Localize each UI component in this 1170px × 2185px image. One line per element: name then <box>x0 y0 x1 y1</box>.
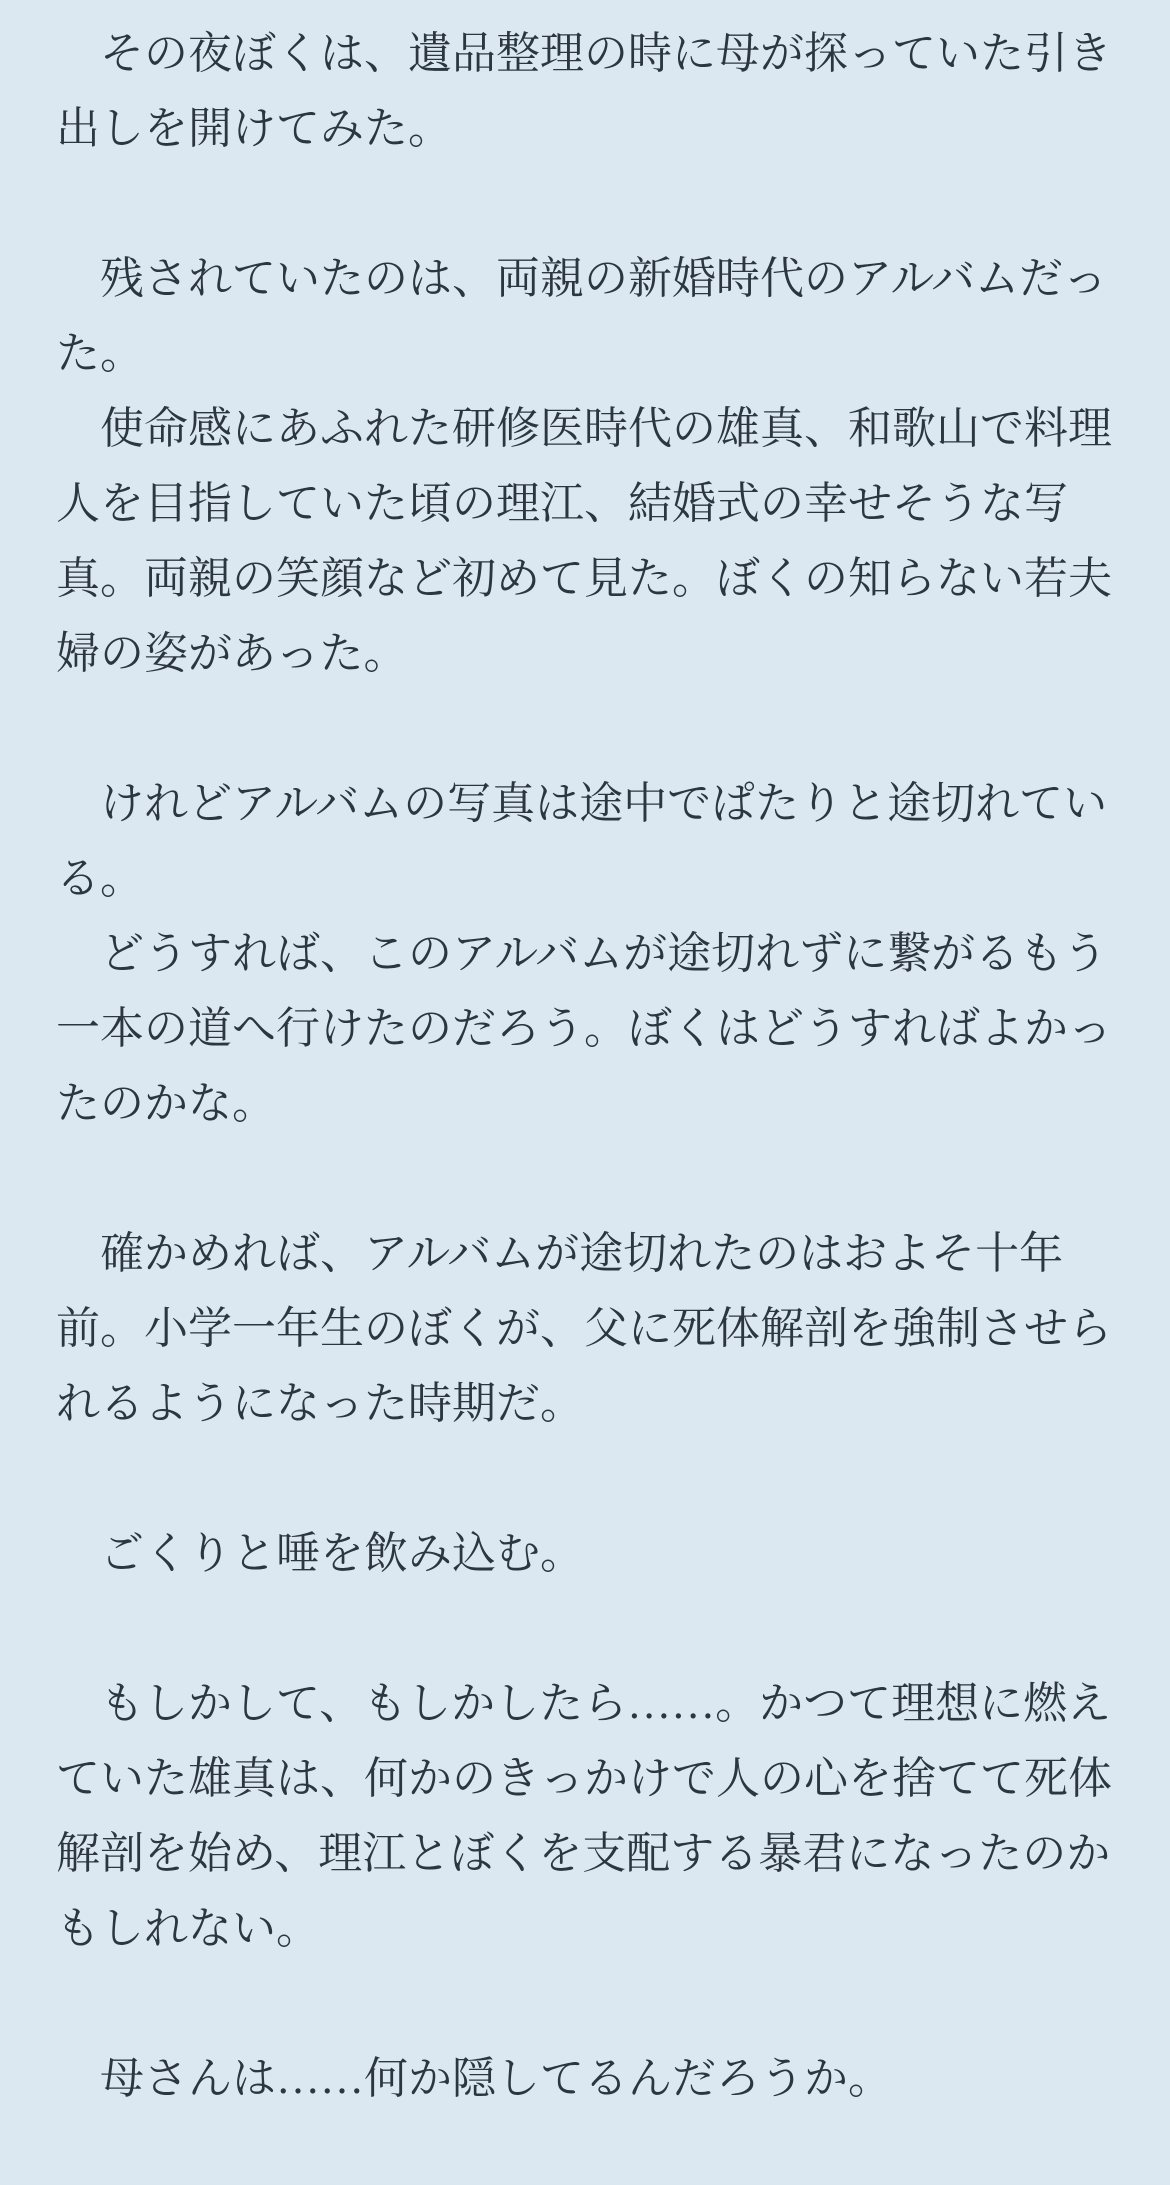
blank-line <box>56 1591 1114 1666</box>
text-line: 真。両親の笑顔など初めて見た。ぼくの知らない若夫 <box>56 554 1112 603</box>
text-line: 母さんは……何か隠してるんだろうか。 <box>100 2054 892 2103</box>
text-line: 確かめれば、アルバムが途切れたのはおよそ十年 <box>100 1229 1064 1278</box>
text-line: 使命感にあふれた研修医時代の雄真、和歌山で料理 <box>100 404 1112 453</box>
text-line: 一本の道へ行けたのだろう。ぼくはどうすればよかっ <box>56 1004 1112 1053</box>
blank-line <box>56 691 1114 766</box>
text-line: 前。小学一年生のぼくが、父に死体解剖を強制させら <box>56 1304 1112 1353</box>
text-line: ごくりと唾を飲み込む。 <box>100 1529 584 1578</box>
text-line: た。 <box>56 329 144 378</box>
blank-line <box>56 1441 1114 1516</box>
text-line: 解剖を始め、理江とぼくを支配する暴君になったのか <box>56 1829 1111 1878</box>
text-line: その夜ぼくは、遺品整理の時に母が探っていた引き <box>100 29 1112 78</box>
text-line: ていた雄真は、何かのきっかけで人の心を捨てて死体 <box>56 1754 1112 1803</box>
blank-line <box>56 1966 1114 2041</box>
blank-line <box>56 1141 1114 1216</box>
text-line: どうすれば、このアルバムが途切れずに繋がるもう <box>100 929 1108 978</box>
blank-line <box>56 166 1114 241</box>
text-line: たのかな。 <box>56 1079 276 1128</box>
text-line: 残されていたのは、両親の新婚時代のアルバムだっ <box>100 254 1108 303</box>
text-line: 出しを開けてみた。 <box>56 104 452 153</box>
text-line: れるようになった時期だ。 <box>56 1379 584 1428</box>
text-line: もしかして、もしかしたら……。かつて理想に燃え <box>100 1679 1112 1728</box>
text-line: けれどアルバムの写真は途中でぱたりと途切れてい <box>100 779 1108 828</box>
text-line: る。 <box>56 854 144 903</box>
text-line: もしれない。 <box>56 1904 320 1953</box>
novel-text <box>56 16 1114 2116</box>
text-line: 婦の姿があった。 <box>56 629 408 678</box>
text-line: 人を目指していた頃の理江、結婚式の幸せそうな写 <box>56 479 1068 528</box>
